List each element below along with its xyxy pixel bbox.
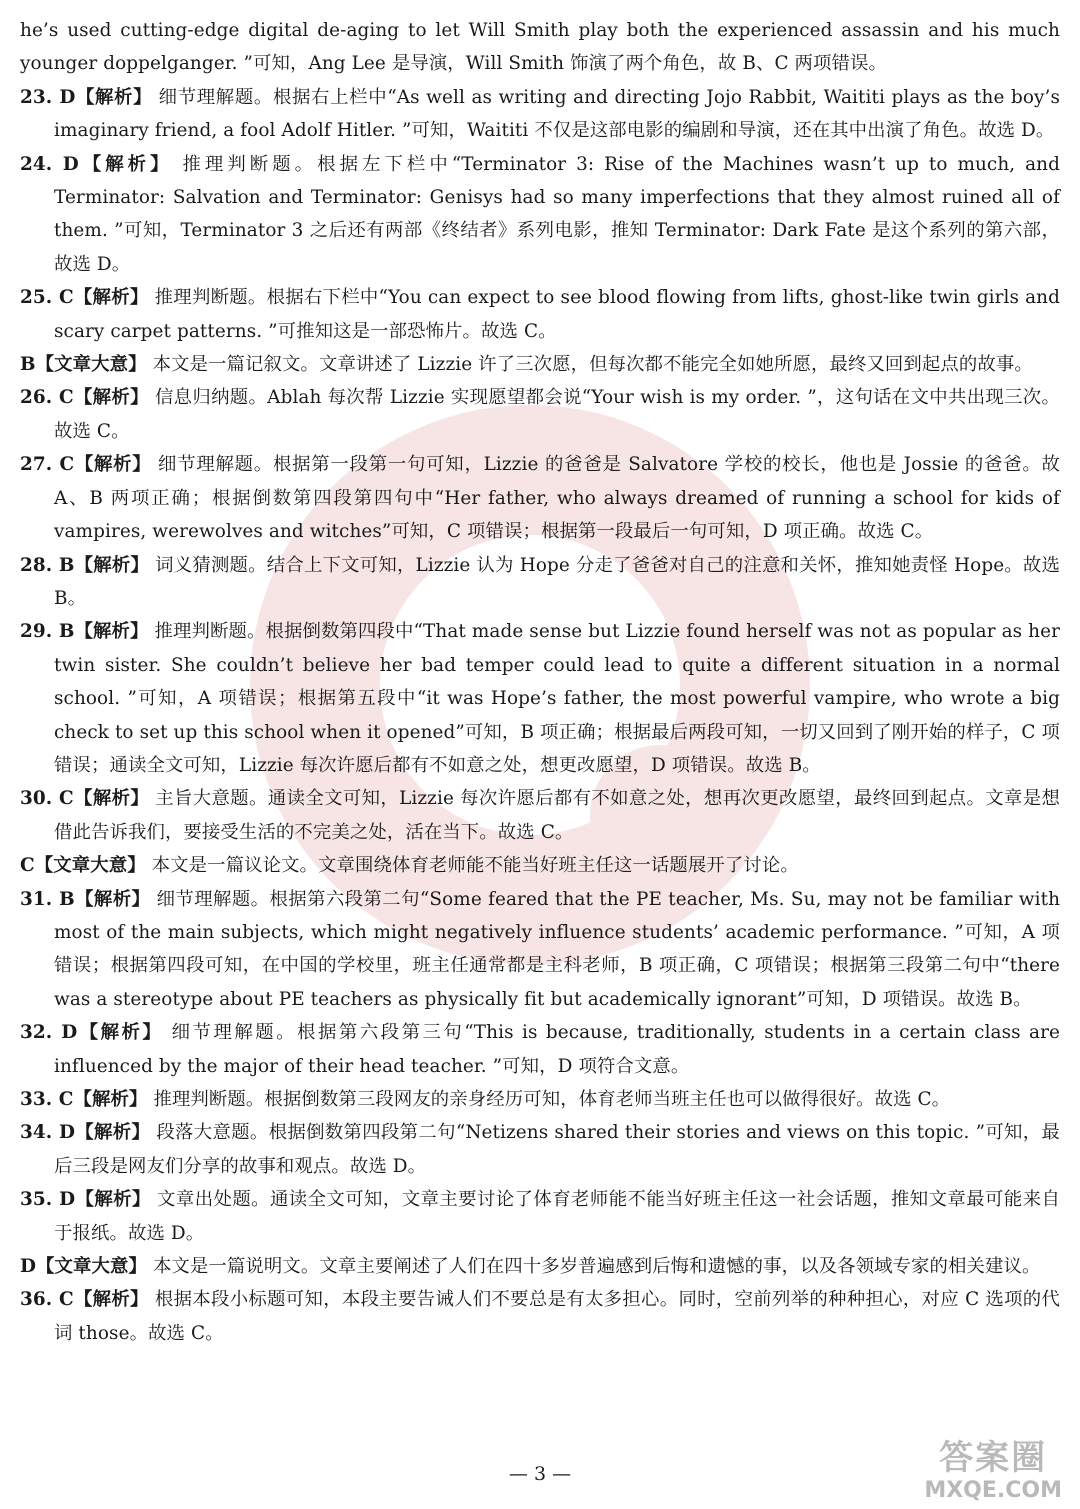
answer-label: 35. D【解析】: [20, 1189, 151, 1211]
answer-label: 30. C【解析】: [20, 788, 150, 810]
answer-label: 25. C【解析】: [20, 287, 149, 309]
answer-label: 34. D【解析】: [20, 1122, 151, 1144]
answer-label: 36. C【解析】: [20, 1289, 149, 1311]
answer-26: 26. C【解析】 信息归纳题。Ablah 每次帮 Lizzie 实现愿望都会说“Your wish is my order. ”，这句话在文中共出现三次。故选 C。: [20, 387, 1060, 442]
answer-label: 27. C【解析】: [20, 454, 152, 476]
logo-text: 答案圈: [939, 1438, 1048, 1478]
answer-29: 29. B【解析】 推理判断题。根据倒数第四段中“That made sense but Lizzie found herself was not as popular as her twin sister. She couldn’t believe her bad temper could lead to quite a different situation in a normal school. ”可知，A 项错误；根据第五段中“it was Hope’s father, the most powerful vampire, who wrote a big check to set up this school when it opened”可知，B 项正确；根据最后两段可知，一切又回到了刚开始的样子，C 项错误；通读全文可知，Lizzie 每次许愿后都有不如意之处，想更改愿望，D 项错误。故选 B。: [20, 621, 1060, 776]
answer-34: 34. D【解析】 段落大意题。根据倒数第四段第二句“Netizens shared their stories and views on this topic. ”可知，最后三段是网友们分享的故事和观点。故选 D。: [20, 1122, 1060, 1177]
answer-label: 29. B【解析】: [20, 621, 149, 643]
answer-label: C【文章大意】: [20, 855, 146, 877]
answer-label: 26. C【解析】: [20, 387, 149, 409]
answer-24: 24. D【解析】 推理判断题。根据左下栏中“Terminator 3: Rise of the Machines wasn’t up to much, and Terminator: Salvation and Terminator: Genisys had so many imperfections that they almost ruined all of them. ”可知，Terminator 3 之后还有两部《终结者》系列电影，推知 Terminator: Dark Fate 是这个系列的第六部，故选 D。: [20, 153, 1060, 275]
answer-label: 28. B【解析】: [20, 554, 150, 576]
logo-domain: MXQE.COM: [924, 1478, 1062, 1503]
site-logo: [924, 1437, 1062, 1503]
answer-explanations: [20, 14, 1060, 1350]
answer-label: 33. C【解析】: [20, 1089, 148, 1110]
page-number: — 3 —: [508, 1463, 572, 1485]
answer-27: 27. C【解析】 细节理解题。根据第一段第一句可知，Lizzie 的爸爸是 Salvatore 学校的校长，他也是 Jossie 的爸爸。故 A、B 两项正确；根据倒数第四段第四句中“Her father, who always dreamed of running a school for kids of vampires, werewolves and witches”可知，C 项错误；根据第一段最后一句可知，D 项正确。故选 C。: [20, 454, 1060, 543]
answer-label: 24. D【解析】: [20, 153, 173, 175]
answer-35: 35. D【解析】 文章出处题。通读全文可知，文章主要讨论了体育老师能不能当好班主任这一社会话题，推知文章最可能来自于报纸。故选 D。: [20, 1189, 1061, 1244]
answer-36: 36. C【解析】 根据本段小标题可知，本段主要告诫人们不要总是有太多担心。同时，空前列举的种种担心，对应 C 选项的代词 those。故选 C。: [20, 1289, 1060, 1344]
answer-label: 32. D【解析】: [20, 1022, 164, 1044]
answer-23: 23. D【解析】 细节理解题。根据右上栏中“As well as writing and directing Jojo Rabbit, Waititi plays as the boy’s imaginary friend, a fool Adolf Hitler. ”可知，Waititi 不仅是这部电影的编剧和导演，还在其中出演了角色。故选 D。: [20, 86, 1060, 142]
answer-28: 28. B【解析】 词义猜测题。结合上下文可知，Lizzie 认为 Hope 分走了爸爸对自己的注意和关怀，推知她责怪 Hope。故选 B。: [20, 554, 1060, 609]
answer-31: 31. B【解析】 细节理解题。根据第六段第二句“Some feared that the PE teacher, Ms. Su, may not be familiar with most of the main subjects, which might negatively influence students’ academic performance. ”可知，A 项错误；根据第四段可知，在中国的学校里，班主任通常都是主科老师，B 项正确，C 项错误；根据第三段第二句中“there was a stereotype about PE teachers as physically fit but academically ignorant”可知，D 项错误。故选 B。: [20, 888, 1061, 1010]
answer-label: D【文章大意】: [20, 1256, 147, 1278]
answer-label: B【文章大意】: [20, 354, 147, 376]
answer-label: 23. D【解析】: [20, 86, 153, 108]
answer-label: 31. B【解析】: [20, 888, 151, 910]
text-line-0: he’s used cutting-edge digital de-aging to let Will Smith play both the experienced assassin and his much younger doppelganger. ”可知，Ang Lee 是导演，Will Smith 饰演了两个角色，故 B、C 两项错误。: [20, 20, 1060, 75]
answer-30: 30. C【解析】 主旨大意题。通读全文可知，Lizzie 每次许愿后都有不如意之处，想再次更改愿望，最终回到起点。文章是想借此告诉我们，要接受生活的不完美之处，活在当下。故选 C。: [20, 788, 1060, 843]
answer-32: 32. D【解析】 细节理解题。根据第六段第三句“This is because, traditionally, students in a certain class are influenced by the major of their head teacher. ”可知，D 项符合文意。: [20, 1022, 1060, 1077]
passage-c-summary: C【文章大意】 本文是一篇议论文。文章围绕体育老师能不能当好班主任这一话题展开了讨论。: [20, 855, 799, 877]
answer-25: 25. C【解析】 推理判断题。根据右下栏中“You can expect to see blood flowing from lifts, ghost-like twin girls and scary carpet patterns. ”可推知这是一部恐怖片。故选 C。: [20, 287, 1060, 342]
answer-33: 33. C【解析】 推理判断题。根据倒数第三段网友的亲身经历可知，体育老师当班主任也可以做得很好。故选 C。: [20, 1089, 951, 1110]
passage-b-summary: B【文章大意】 本文是一篇记叙文。文章讲述了 Lizzie 许了三次愿，但每次都不能完全如她所愿，最终又回到起点的故事。: [20, 354, 1033, 376]
passage-d-summary: D【文章大意】 本文是一篇说明文。文章主要阐述了人们在四十多岁普遍感到后悔和遗憾的事，以及各领域专家的相关建议。: [20, 1256, 1041, 1278]
